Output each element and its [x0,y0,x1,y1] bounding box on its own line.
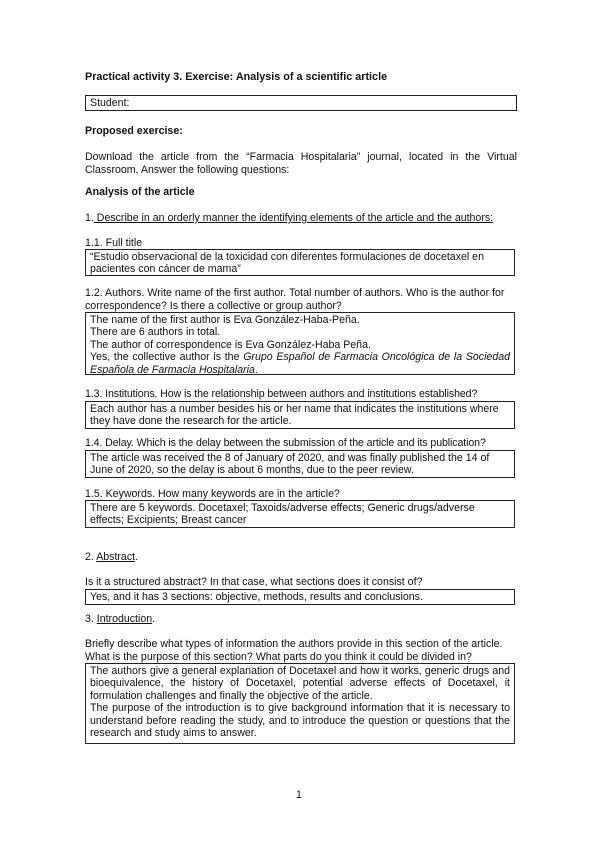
answer-1-2-box[interactable] [85,312,515,375]
student-label: Student: [90,97,130,109]
section-2-suffix: . [135,551,139,563]
section-3-heading [85,613,155,625]
section-2-title: Abstract [96,551,136,563]
question-2: Is it a structured abstract? In that case, what sections does it consist of? [85,576,423,588]
intro-text: Download the article from the “Farmacia Hospitalaria” journal, located in the Virtual Classroom. Answer the following questions: [85,151,517,176]
answer-1-4-box[interactable] [85,450,515,478]
answer-1-5-box[interactable] [85,500,515,528]
page-title: Practical activity 3. Exercise: Analysis of a scientific article [85,71,388,83]
section-1-title: Describe in an orderly manner the identifying elements of the article and the authors: [93,212,494,224]
question-1-4: 1.4. Delay. Which is the delay between the submission of the article and its publication? [85,437,486,449]
answer-2: Yes, and it has 3 sections: objective, methods, results and conclusions. [90,591,423,603]
question-1-1: 1.1. Full title [85,237,143,249]
question-3: Briefly describe what types of information the authors provide in this section of the article. What is the purpose of this section? What parts do you think it could be divided in? [85,638,503,663]
answer-3-part2: The purpose of the introduction is to give background information that it is necessary to understand before reading the study, and to introduce the question or questions that the research and study aims to answer. [90,702,510,740]
section-1-heading [85,212,493,224]
answer-1-2-line1: The name of the first author is Eva González-Haba-Peña. [90,314,360,326]
student-field[interactable] [85,95,517,111]
proposed-heading: Proposed exercise: [85,125,183,137]
question-1-3: 1.3. Institutions. How is the relationship between authors and institutions established? [85,388,478,400]
section-2-number: 2. [85,551,97,563]
section-2-heading [85,551,138,563]
answer-1-2-line2: There are 6 authors in total. [90,326,221,339]
section-3-suffix: . [152,613,156,625]
section-3-number: 3. [85,613,97,625]
section-3-title: Introduction [96,613,153,625]
answer-3-box[interactable] [85,663,515,744]
question-1-2: 1.2. Authors. Write name of the first author. Total number of authors. Who is the author for correspondence? Is there a collective or group author? [85,287,505,312]
answer-1-1: “Estudio observacional de la toxicidad con diferentes formulaciones de docetaxel en pacientes con cáncer de mama” [90,251,484,276]
answer-1-1-box[interactable] [85,249,515,276]
question-1-5: 1.5. Keywords. How many keywords are in the article? [85,488,340,500]
answer-1-2-line4 [90,351,510,376]
answer-1-3-box[interactable] [85,401,515,429]
answer-1-2-line3: The author of correspondence is Eva González-Haba Peña. [90,338,371,351]
answer-1-3: Each author has a number besides his or her name that indicates the institutions where they have done the research for the article. [90,403,499,428]
answer-1-4: The article was received the 8 of January of 2020, and was finally published the 14 of June of 2020, so the delay is about 6 months, due to the peer review. [90,452,490,477]
answer-1-2-line4-suffix: . [254,363,258,376]
collective-author-name: Grupo Español de Farmacia Oncológica de la Sociedad Española de Farmacia Hospitalaria [90,351,510,376]
answer-3-part1: The authors give a general explanation of Docetaxel and how it works, generic drugs and bioequivalence, the history of Docetaxel, potential adverse effects of Docetaxel, it formulation challenges and finally the objective of the article. [90,665,510,702]
answer-2-box[interactable] [85,589,515,605]
page-number: 1 [296,789,302,801]
section-1-number: 1. [85,212,94,224]
answer-1-5: There are 5 keywords. Docetaxel; Taxoids/adverse effects; Generic drugs/adverse effects; Excipients; Breast cancer [90,502,475,527]
answer-1-2-line4-prefix: Yes, the collective author is the [90,351,244,364]
analysis-heading: Analysis of the article [85,186,195,198]
